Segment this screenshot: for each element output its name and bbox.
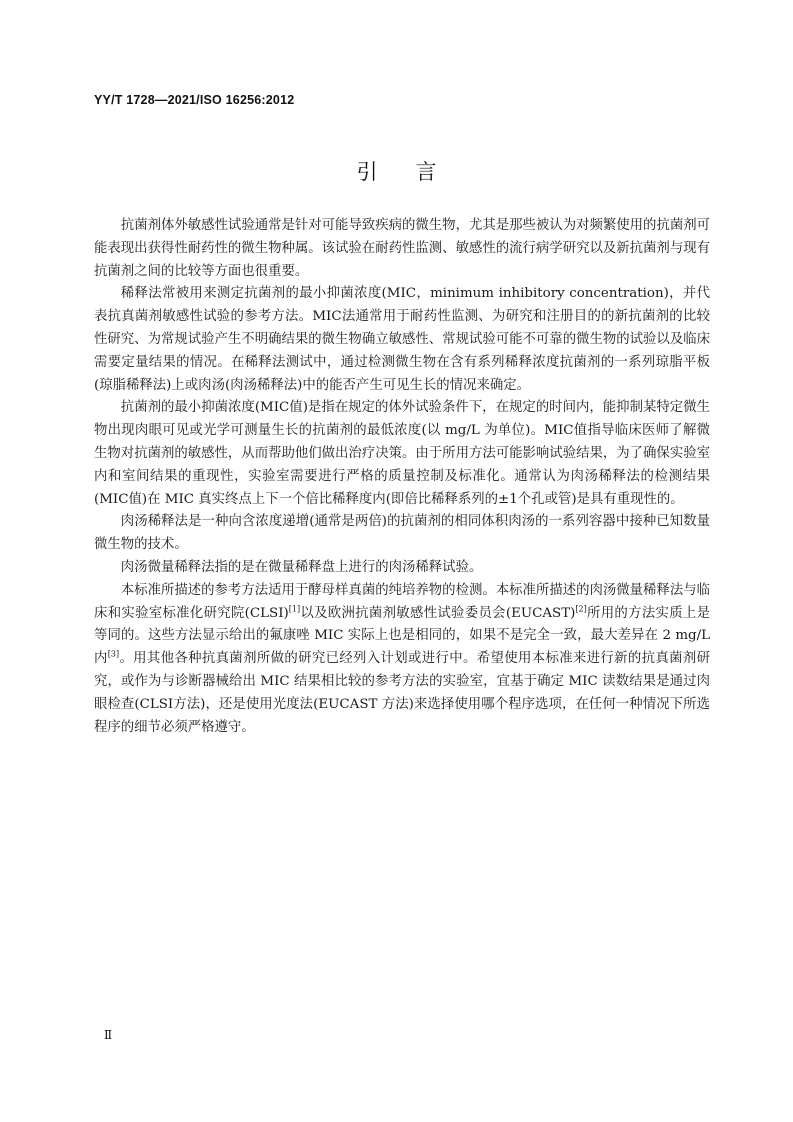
body-paragraph <box>94 511 710 557</box>
body-paragraph <box>94 397 710 511</box>
paragraph-text: 。用其他各种抗真菌剂所做的研究已经列入计划或进行中。希望使用本标准来进行新的抗真菌剂研究，或作为与诊断器械给出 MIC 结果相比较的参考方法的实验室，宜基于确定 MIC 读数结果是通过肉眼检查(CLSI方法)，还是使用光度法(EUCAST 方法)来选择使用哪个程序选项，在任何一种情况下所选程序的细节必须严格遵守。 <box>94 651 711 735</box>
body-paragraph <box>94 580 710 740</box>
reference-mark: [1] <box>288 604 301 614</box>
paragraph-text: 抗菌剂的最小抑菌浓度(MIC值)是指在规定的体外试验条件下，在规定的时间内，能抑制某特定微生物出现肉眼可见或光学可测量生长的抗菌剂的最低浓度(以 mg/L 为单位)。MIC值指导临床医师了解微生物对抗菌剂的敏感性，从而帮助他们做出治疗决策。由于所用方法可能影响试验结果，为了确保实验室内和室间结果的重现性，实验室需要进行严格的质量控制及标准化。通常认为肉汤稀释法的检测结果(MIC值)在 MIC 真实终点上下一个倍比稀释度内(即倍比稀释系列的±1个孔或管)是具有重现性的。 <box>94 400 710 507</box>
paragraph-text: 所用的方法实质上是等同的。这些方法显示给出的氟康唑 MIC 实际上也是相同的，如果不是完全一致，最大差异在 2 mg/L 内 <box>94 605 711 667</box>
paragraph-text: 肉汤微量稀释法指的是在微量稀释盘上进行的肉汤稀释试验。 <box>120 559 483 575</box>
paragraph-text: 本标准所描述的参考方法适用于酵母样真菌的纯培养物的检测。本标准所描述的肉汤微量稀释法与临床和实验室标准化研究院(CLSI) <box>94 582 710 621</box>
standard-code-header: YY/T 1728—2021/ISO 16256:2012 <box>94 93 295 107</box>
page-title: 引言 <box>356 160 475 184</box>
body-paragraph <box>94 215 710 283</box>
body-paragraph <box>94 557 710 580</box>
reference-mark: [3] <box>107 649 120 659</box>
paragraph-text: 肉汤稀释法是一种向含浓度递增(通常是两倍)的抗菌剂的相同体积肉汤的一系列容器中接种已知数量微生物的技术。 <box>94 514 710 553</box>
page-number: Ⅱ <box>104 1028 113 1042</box>
paragraph-text: 抗菌剂体外敏感性试验通常是针对可能导致疾病的微生物，尤其是那些被认为对频繁使用的抗菌剂可能表现出获得性耐药性的微生物种属。该试验在耐药性监测、敏感性的流行病学研究以及新抗菌剂与现有抗菌剂之间的比较等方面也很重要。 <box>94 218 710 279</box>
body-paragraph <box>94 283 710 397</box>
reference-mark: [2] <box>575 604 587 614</box>
document-body <box>94 215 710 739</box>
paragraph-text: 以及欧洲抗菌剂敏感性试验委员会(EUCAST) <box>300 605 576 621</box>
paragraph-text: 稀释法常被用来测定抗菌剂的最小抑菌浓度(MIC，minimum inhibitory concentration)，并代表抗真菌剂敏感性试验的参考方法。MIC法通常用于耐药性监测、为研究和注册目的的新抗菌剂的比较性研究、为常规试验产生不明确结果的微生物确立敏感性、常规试验可能不可靠的微生物的试验以及临床需要定量结果的情况。在稀释法测试中，通过检测微生物在含有系列稀释浓度抗菌剂的一系列琼脂平板(琼脂稀释法)上或肉汤(肉汤稀释法)中的能否产生可见生长的情况来确定。 <box>94 286 710 393</box>
